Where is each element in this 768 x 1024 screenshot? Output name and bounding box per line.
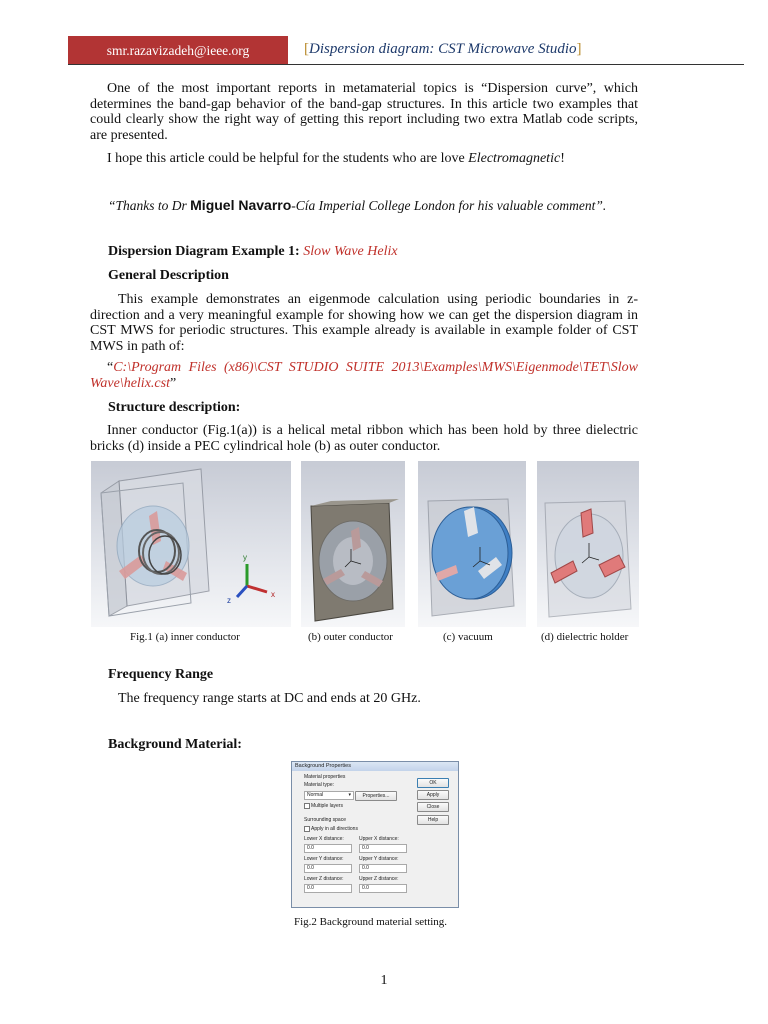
intro-paragraph: One of the most important reports in metamaterial topics is “Dispersion curve”, which determines the band-gap behavior of the band-gap structures. In this article two examples that could clearly show the right way of getting this report including two extra Matlab code scripts, are presented. — [90, 81, 638, 143]
upper-z-label: Upper Z distance: — [359, 876, 399, 882]
dialog-title: Background Properties — [292, 762, 458, 771]
figure-outer-conductor — [301, 461, 405, 627]
caption-vacuum: (c) vacuum — [443, 631, 493, 643]
lower-x-input[interactable]: 0.0 — [304, 844, 352, 853]
page-number: 1 — [380, 973, 388, 988]
lower-y-label: Lower Y distance: — [304, 856, 344, 862]
axis-label-x: x — [271, 590, 275, 599]
help-button[interactable]: Help — [417, 815, 449, 825]
header-divider — [68, 64, 744, 65]
title-bracket-close: ] — [576, 41, 582, 57]
lower-x-label: Lower X distance: — [304, 836, 344, 842]
apply-all-directions-checkbox[interactable] — [304, 826, 310, 832]
author-email-banner — [68, 36, 288, 65]
figure-vacuum — [418, 461, 526, 627]
material-type-value: Normal — [307, 792, 324, 798]
hope-emphasis: Electromagnetic — [468, 151, 561, 166]
material-type-select[interactable] — [304, 791, 354, 800]
structure-heading: Structure description: — [108, 400, 241, 415]
frequency-heading: Frequency Range — [108, 667, 214, 682]
example1-heading-link[interactable]: Slow Wave Helix — [303, 244, 398, 259]
hope-suffix: ! — [560, 151, 565, 166]
material-properties-label: Material properties — [304, 774, 346, 780]
lower-y-input[interactable]: 0.0 — [304, 864, 352, 873]
lower-z-label: Lower Z distance: — [304, 876, 344, 882]
background-properties-dialog — [291, 761, 459, 908]
acknowledgement — [108, 198, 606, 214]
example-path — [90, 360, 638, 391]
material-properties-button[interactable]: Properties... — [355, 791, 397, 801]
example1-heading — [108, 244, 398, 260]
author-email: smr.razavizadeh@ieee.org — [106, 42, 250, 58]
figure-dielectric-holder — [537, 461, 639, 627]
caption-dielectric-holder: (d) dielectric holder — [541, 631, 629, 643]
background-heading: Background Material: — [108, 737, 242, 752]
multiple-layers-label: Multiple layers — [311, 803, 343, 809]
apply-button[interactable]: Apply — [417, 790, 449, 800]
caption-outer-conductor: (b) outer conductor — [308, 631, 393, 643]
hope-prefix: I hope this article could be helpful for the students who are love — [107, 151, 469, 166]
upper-x-input[interactable]: 0.0 — [359, 844, 407, 853]
upper-z-input[interactable]: 0.0 — [359, 884, 407, 893]
structure-text: Inner conductor (Fig.1(a)) is a helical metal ribbon which has been hold by three dielectric bricks (d) inside a PEC cylindrical hole (b) as outer conductor. — [90, 423, 638, 454]
frequency-text: The frequency range starts at DC and ends at 20 GHz. — [118, 691, 421, 706]
figure2-caption: Fig.2 Background material setting. — [294, 916, 448, 928]
thanks-name: Miguel Navarro — [190, 197, 292, 213]
upper-y-input[interactable]: 0.0 — [359, 864, 407, 873]
example1-heading-text: Dispersion Diagram Example 1: — [108, 244, 304, 259]
caption-inner-conductor: Fig.1 (a) inner conductor — [130, 631, 240, 643]
document-title — [304, 42, 582, 58]
example-file-path: C:\Program Files (x86)\CST STUDIO SUITE 2013\Examples\MWS\Eigenmode\TET\Slow Wave\helix.cst — [90, 360, 638, 391]
lower-z-input[interactable]: 0.0 — [304, 884, 352, 893]
path-quote-close: ” — [169, 375, 177, 391]
title-bracket-open: [ — [304, 41, 309, 57]
thanks-suffix: -Cía Imperial College London for his valuable comment”. — [291, 198, 607, 213]
upper-y-label: Upper Y distance: — [359, 856, 399, 862]
surrounding-space-label: Surrounding space — [304, 817, 346, 823]
apply-all-directions-label: Apply in all directions — [311, 826, 358, 832]
intro-hope-paragraph — [90, 151, 638, 167]
figure-inner-conductor — [91, 461, 291, 627]
close-button[interactable]: Close — [417, 802, 449, 812]
axis-label-y: y — [243, 553, 247, 562]
axis-label-z: z — [227, 596, 231, 605]
general-description-heading: General Description — [108, 268, 229, 283]
title-text: Dispersion diagram: CST Microwave Studio — [309, 41, 577, 57]
upper-x-label: Upper X distance: — [359, 836, 399, 842]
ok-button[interactable]: OK — [417, 778, 449, 788]
general-description-text: This example demonstrates an eigenmode calculation using periodic boundaries in z-direction and a very meaningful example for showing how we can get the dispersion diagram in CST MWS for periodic structures. This example already is available in example folder of CST MWS in path of: — [90, 292, 638, 354]
chevron-down-icon: ▾ — [348, 792, 351, 798]
thanks-prefix: “Thanks to Dr — [108, 198, 191, 213]
multiple-layers-checkbox[interactable] — [304, 803, 310, 809]
path-quote-open: “ — [107, 360, 114, 375]
material-type-label: Material type: — [304, 782, 335, 788]
